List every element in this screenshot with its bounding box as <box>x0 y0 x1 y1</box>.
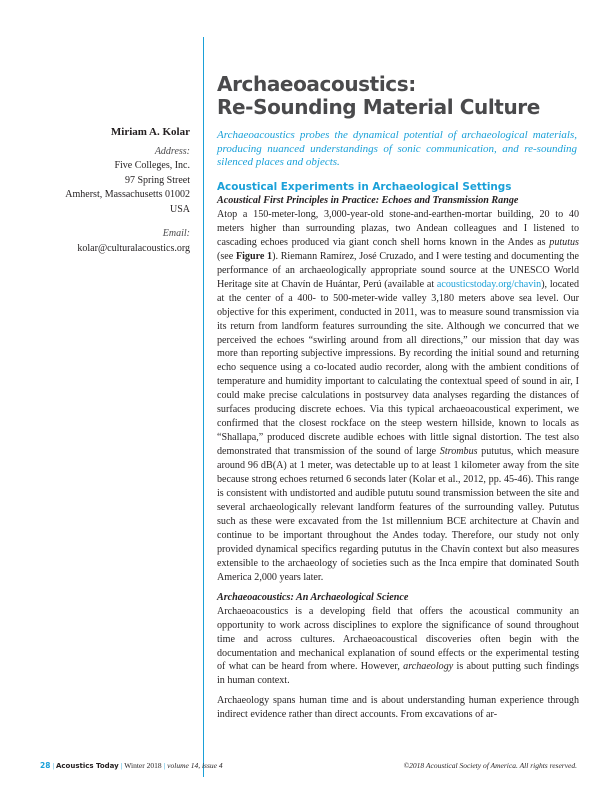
author-email[interactable]: kolar@culturalacoustics.org <box>77 242 190 254</box>
text-run: Atop a 150-meter-long, 3,000-year-old stone-and-earthen-mortar building, 20 to 40 meters higher than surrounding plazas, two Andean colleagues and I listened to cascading echoes produced via giant conch shell horns known in the Andes as <box>217 208 579 248</box>
text-run: ). Riemann Ramírez, José Cruzado, and I were testing and documenting the performance of an archaeologically appropriate sound source at the UNESCO World Heritage site at Chavín de Huántar, Perú (available at <box>217 250 579 290</box>
figure-reference[interactable]: Figure 1 <box>235 250 273 262</box>
title-line-2: Re-Sounding Material Culture <box>217 95 540 119</box>
text-run: (see <box>217 250 236 262</box>
page-number: 28 <box>40 761 51 770</box>
author-info <box>40 125 190 256</box>
footer-separator: | <box>120 761 123 770</box>
text-run: Archaeoacoustics is a developing field that offers the acoustical community an opportunity to work across disciplines to explore the significance of sound throughout time and across cultures. Archaeoacoustical discoveries often begin with the documentation and mechanical explanation of sound effects or the experimental testing of what can be heard from where. However, <box>217 605 579 673</box>
text-run: ), located at the center of a 400- to 500-meter-wide valley 3,180 meters above sea level. Our objective for this experiment, conducted in 2011, was to measure sound transmission via its return from landform features surrounding the site. Although we concurred that we perceived the echoes “swirling around from all directions,” our mission that day was more than reporting subjective impressions. By recording the initial sound and returning echo sequence using a co-located audio recorder, along with the ambient conditions of temperature and humidity important to calculating the contextual speed of sound in air, I could make precise calculations in postsurvey data analyses regarding the distances of surfaces producing discrete echoes. Via this typical archaeoacoustical experiment, we confirmed that the closest rockface on the steep western hillside, known to locals as “Shallapa,” produced discrete audible echoes with little signal distortion. The test also demonstrated that transmission of the sound of large <box>217 278 579 458</box>
footer-separator: | <box>52 761 54 770</box>
body-paragraph <box>217 208 579 585</box>
body-paragraph: Archaeology spans human time and is about understanding human experience through indirect evidence rather than direct accounts. From excavations of ar- <box>217 695 579 721</box>
body-paragraph <box>217 605 579 689</box>
footer-separator: | <box>163 761 166 770</box>
section-heading: Acoustical Experiments in Archaeological Settings <box>217 181 512 193</box>
author-name: Miriam A. Kolar <box>110 126 190 138</box>
address-line: 97 Spring Street <box>125 174 190 186</box>
article-body <box>217 194 579 722</box>
page-footer <box>40 761 577 771</box>
magazine-name: Acoustics Today <box>55 762 119 770</box>
italic-term: Strombus <box>439 446 478 458</box>
column-divider <box>203 37 204 777</box>
italic-term: archaeology <box>403 661 454 673</box>
text-run: is about putting such findings in human context. <box>217 661 579 687</box>
address-line: USA <box>169 203 190 215</box>
subheading: Archaeoacoustics: An Archaeological Science <box>217 591 409 603</box>
address-label: Address: <box>154 145 190 157</box>
copyright: ©2018 Acoustical Society of America. All rights reserved. <box>403 761 577 770</box>
title-line-1: Archaeoacoustics: <box>217 72 416 96</box>
issue-volume: volume 14, issue 4 <box>167 761 223 770</box>
issue-season: Winter 2018 <box>124 761 162 770</box>
address-line: Five Colleges, Inc. <box>114 160 190 171</box>
address-line: Amherst, Massachusetts 01002 <box>65 189 190 200</box>
abstract: Archaeoacoustics probes the dynamical potential of archaeological materials, producing nuanced understandings of sonic communication, and re-sounding silenced places and objects. <box>217 129 577 168</box>
article-title <box>217 73 540 119</box>
chavin-link[interactable]: acousticstoday.org/chavin <box>436 278 542 290</box>
text-run: pututus, which measure around 96 dB(A) at 1 meter, was detectable up to at least 1 kilometer away from the site because strong echoes returned 6 seconds later (Kolar et al., 2012, pp. 45-46). This range is consistent with undistorted and audible pututu sound transmission between the site and several archaeologically relevant landform features of the surrounding valley. Pututus such as these were excavated from the 1st millennium BCE architecture at Chavín and continue to be important throughout the Andes today. Therefore, our study not only provided dynamical specifics regarding pututus in the Chavín context but also measures extensible to the archaeology of societies such as the Inca empire that dominated South America 2,000 years later. <box>217 446 579 583</box>
italic-term: pututus <box>549 236 579 248</box>
subheading: Acoustical First Principles in Practice: Echoes and Transmission Range <box>217 195 519 206</box>
email-label: Email: <box>162 228 190 239</box>
